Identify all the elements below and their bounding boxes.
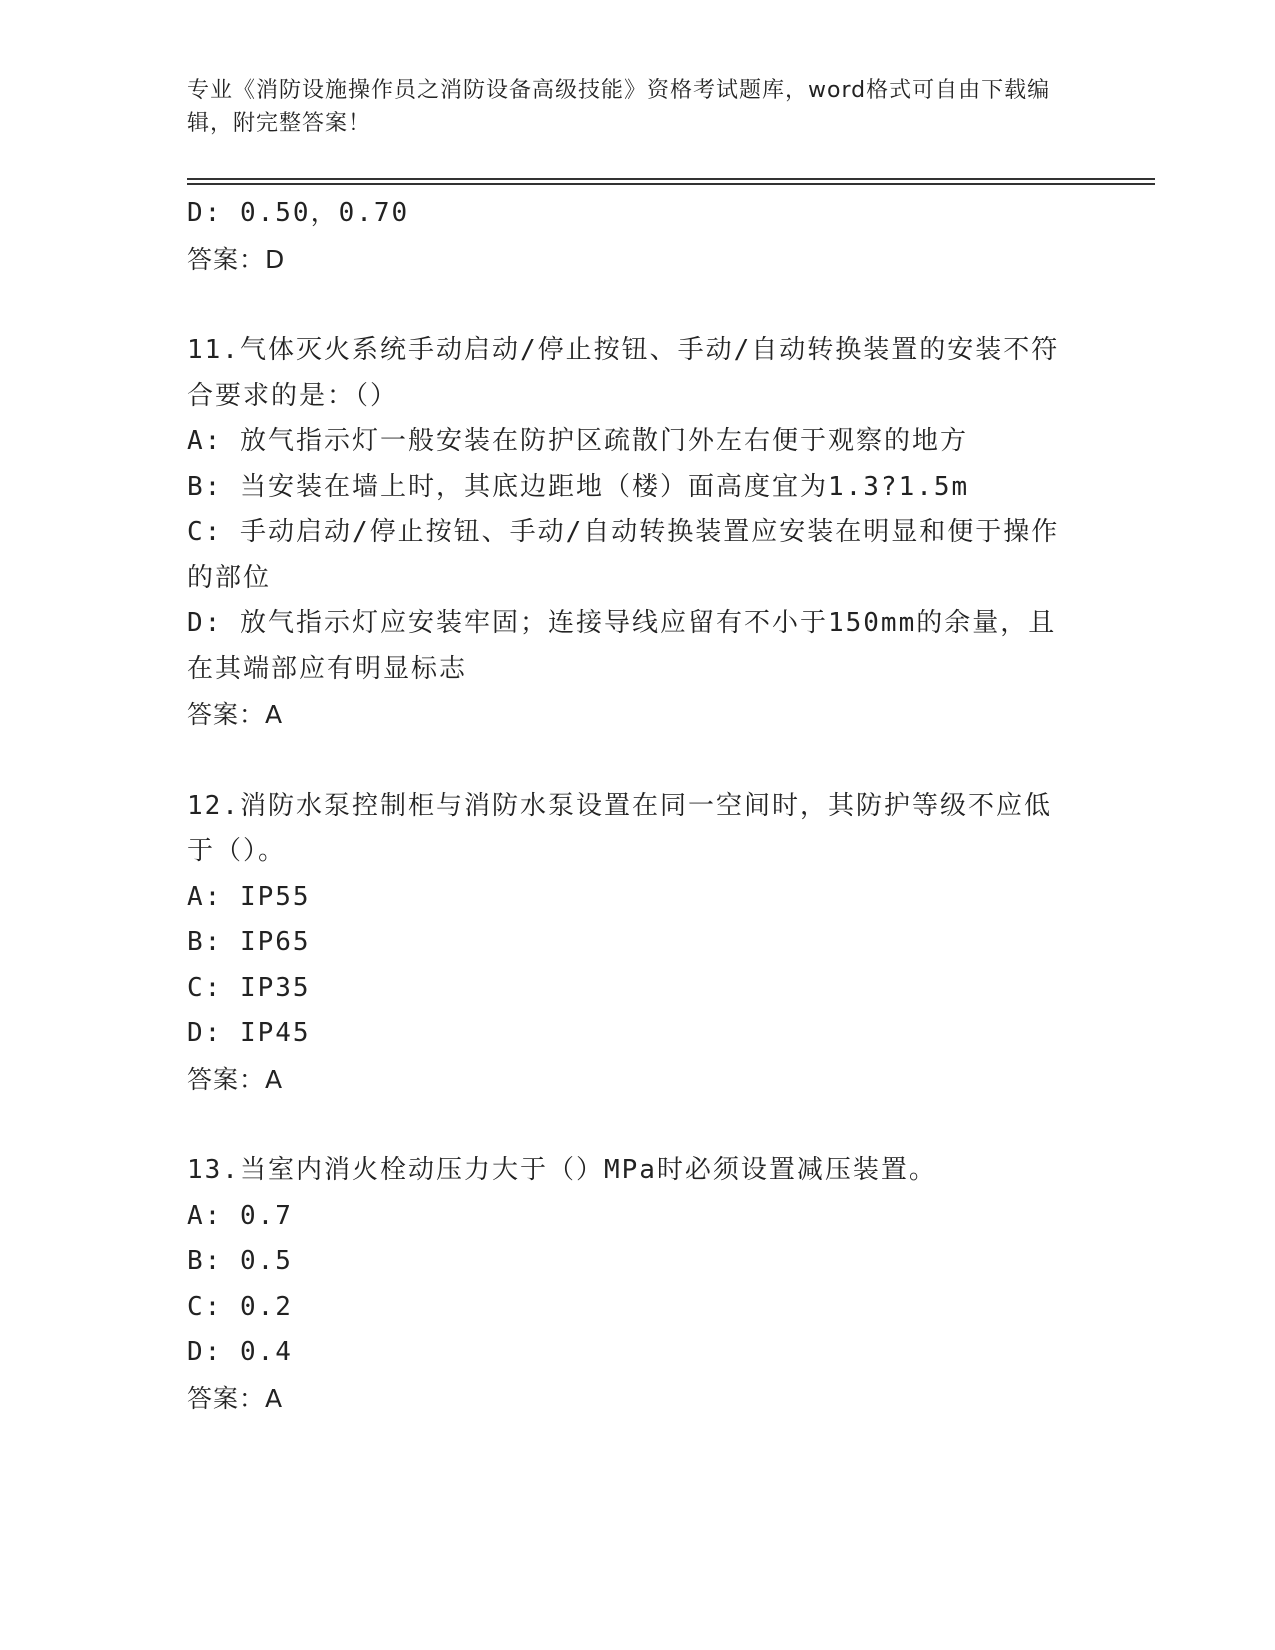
option-b: B: IP65 [187, 927, 311, 957]
spacer [187, 738, 1087, 784]
option-a: A: IP55 [187, 881, 311, 912]
option-d-continued: 在其端部应有明显标志 [187, 653, 468, 684]
answer-line: 答案：A [187, 700, 284, 729]
option-a: A: 0.7 [187, 1200, 293, 1231]
answer-line: 答案：D [187, 244, 286, 274]
option-c-continued: 的部位 [187, 562, 272, 593]
option-a: A: 放气指示灯一般安装在防护区疏散门外左右便于观察的地方 [187, 426, 968, 456]
option-c: C: 手动启动/停止按钮、手动/自动转换装置应安装在明显和便于操作 [187, 517, 1060, 547]
option-b: B: 0.5 [187, 1246, 293, 1276]
option-d: D: IP45 [187, 1018, 311, 1048]
header-divider [187, 178, 1155, 180]
question-stem: 12.消防水泵控制柜与消防水泵设置在同一空间时，其防护等级不应低 [187, 790, 1052, 821]
spacer [187, 282, 1087, 328]
question-stem-continued: 于（）。 [187, 836, 287, 866]
document-body [187, 191, 1087, 1421]
option-d: D: 放气指示灯应安装牢固；连接导线应留有不小于150mm的余量，且 [187, 608, 1057, 638]
question-11 [187, 328, 1087, 738]
header-divider-secondary [187, 183, 1155, 185]
spacer [187, 1102, 1087, 1148]
question-13 [187, 1148, 1087, 1421]
answer-line: 答案：A [187, 1383, 284, 1413]
option-c: C: 0.2 [187, 1291, 293, 1322]
answer-line: 答案：A [187, 1064, 284, 1094]
question-12 [187, 784, 1087, 1103]
previous-question-tail [187, 191, 1087, 282]
question-stem: 11.气体灭火系统手动启动/停止按钮、手动/自动转换装置的安装不符 [187, 335, 1060, 365]
option-c: C: IP35 [187, 972, 311, 1003]
question-stem-continued: 合要求的是：（） [187, 380, 399, 411]
option-b: B: 当安装在墙上时，其底边距地（楼）面高度宜为1.3?1.5m [187, 471, 970, 502]
question-stem: 13.当室内消火栓动压力大于（）MPa时必须设置减压装置。 [187, 1155, 937, 1185]
option-d: D: 0.50，0.70 [187, 198, 410, 228]
option-d: D: 0.4 [187, 1337, 293, 1367]
page-header: 专业《消防设施操作员之消防设备高级技能》资格考试题库，word格式可自由下载编辑，附完整答案！ [187, 78, 1051, 136]
